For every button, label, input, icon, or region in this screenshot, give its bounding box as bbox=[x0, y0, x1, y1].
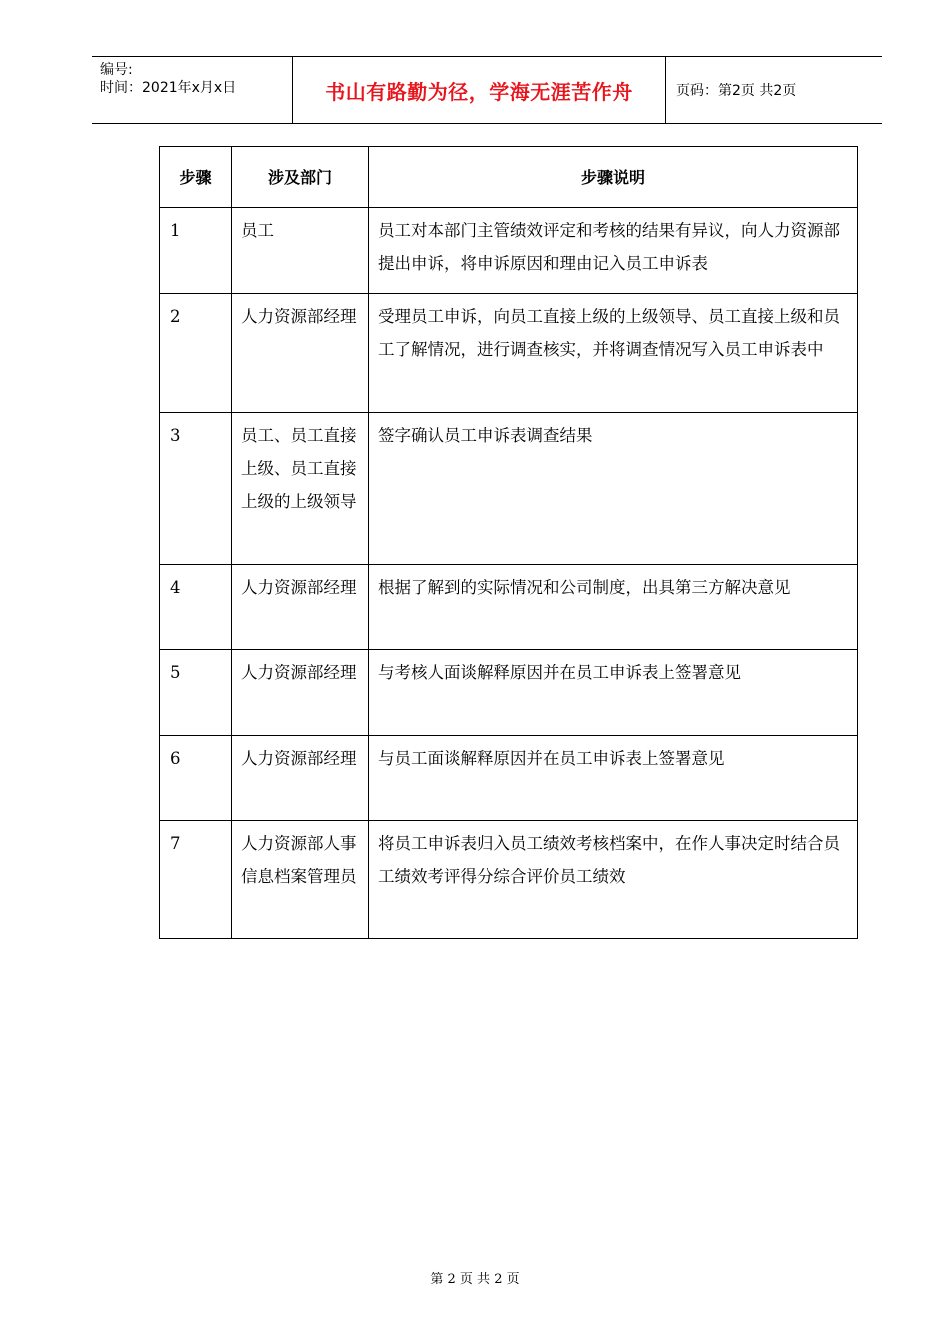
step-description: 将员工申诉表归入员工绩效考核档案中，在作人事决定时结合员工绩效考评得分综合评价员工绩效 bbox=[369, 821, 858, 939]
header-page-info: 页码：第2页 共2页 bbox=[676, 83, 797, 99]
step-description: 与员工面谈解释原因并在员工申诉表上签署意见 bbox=[369, 736, 858, 821]
table-header-row bbox=[160, 147, 858, 208]
column-header-department: 涉及部门 bbox=[232, 147, 369, 208]
column-header-description: 步骤说明 bbox=[369, 147, 858, 208]
table-row bbox=[160, 413, 858, 565]
column-header-step: 步骤 bbox=[160, 147, 232, 208]
header-meta bbox=[92, 57, 293, 123]
date-label: 时间：2021年x月x日 bbox=[100, 80, 237, 96]
step-description: 受理员工申诉，向员工直接上级的上级领导、员工直接上级和员工了解情况，进行调查核实，并将调查情况写入员工申诉表中 bbox=[369, 294, 858, 413]
table-row bbox=[160, 565, 858, 650]
step-number: 3 bbox=[160, 413, 232, 565]
step-number: 6 bbox=[160, 736, 232, 821]
step-department: 员工 bbox=[232, 208, 369, 294]
page-header bbox=[92, 56, 882, 124]
step-department: 人力资源部经理 bbox=[232, 294, 369, 413]
step-number: 5 bbox=[160, 650, 232, 736]
step-department: 人力资源部人事信息档案管理员 bbox=[232, 821, 369, 939]
table-row bbox=[160, 650, 858, 736]
step-number: 4 bbox=[160, 565, 232, 650]
step-department: 人力资源部经理 bbox=[232, 736, 369, 821]
step-number: 2 bbox=[160, 294, 232, 413]
step-department: 员工、员工直接上级、员工直接上级的上级领导 bbox=[232, 413, 369, 565]
step-department: 人力资源部经理 bbox=[232, 565, 369, 650]
step-description: 与考核人面谈解释原因并在员工申诉表上签署意见 bbox=[369, 650, 858, 736]
step-number: 7 bbox=[160, 821, 232, 939]
serial-number-label: 编号: bbox=[100, 62, 133, 78]
table-row bbox=[160, 821, 858, 939]
table-row bbox=[160, 208, 858, 294]
table-row bbox=[160, 736, 858, 821]
steps-table bbox=[159, 146, 858, 939]
header-motto: 书山有路勤为径，学海无涯苦作舟 bbox=[293, 57, 666, 123]
step-number: 1 bbox=[160, 208, 232, 294]
step-description: 签字确认员工申诉表调查结果 bbox=[369, 413, 858, 565]
table-row bbox=[160, 294, 858, 413]
step-description: 员工对本部门主管绩效评定和考核的结果有异议，向人力资源部提出申诉，将申诉原因和理由记入员工申诉表 bbox=[369, 208, 858, 294]
step-description: 根据了解到的实际情况和公司制度，出具第三方解决意见 bbox=[369, 565, 858, 650]
step-department: 人力资源部经理 bbox=[232, 650, 369, 736]
page-footer: 第 2 页 共 2 页 bbox=[430, 1272, 520, 1287]
